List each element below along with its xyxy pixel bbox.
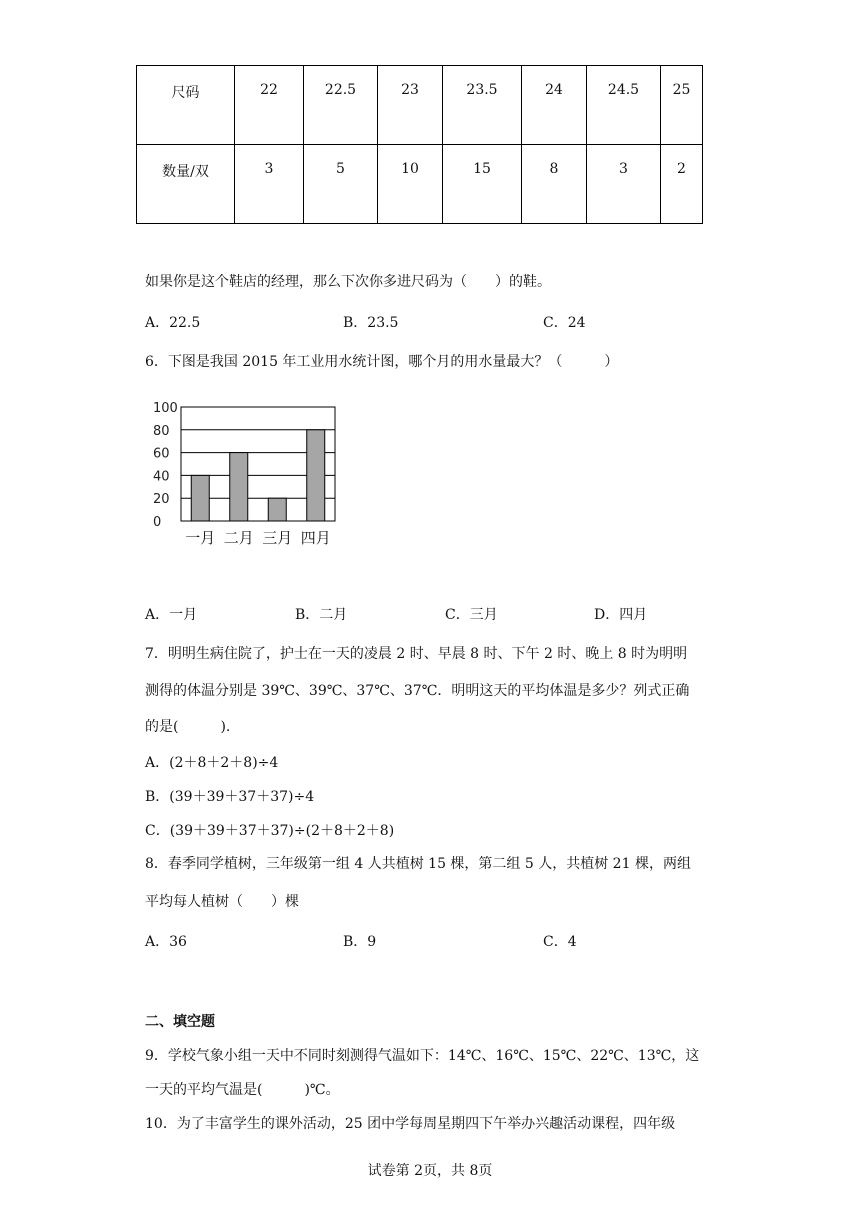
q6-option-b: B．二月 bbox=[295, 607, 348, 623]
question-10-line-1: 10．为了丰富学生的课外活动，25 团中学每周星期四下午举办兴趣活动课程，四年级 bbox=[145, 1116, 676, 1132]
q5-option-c: C．24 bbox=[543, 315, 586, 331]
y-tick-label: 60 bbox=[153, 446, 170, 462]
table-cell: 24.5 bbox=[587, 66, 661, 145]
y-tick-label: 100 bbox=[153, 401, 178, 416]
table-cell: 5 bbox=[304, 145, 378, 224]
x-tick-label: 四月 bbox=[300, 529, 331, 547]
q5-option-a: A．22.5 bbox=[145, 315, 201, 331]
table-cell: 10 bbox=[378, 145, 443, 224]
x-tick-label: 三月 bbox=[262, 529, 293, 547]
q7-option-b: B．(39＋39＋37＋37)÷4 bbox=[145, 789, 315, 805]
shoe-size-table bbox=[136, 65, 703, 224]
q5-option-b: B．23.5 bbox=[343, 315, 399, 331]
chart-bar bbox=[230, 453, 248, 521]
question-7-line-3: 的是( ). bbox=[145, 719, 231, 735]
y-tick-label: 80 bbox=[153, 423, 170, 439]
table-cell: 24 bbox=[522, 66, 587, 145]
chart-bar bbox=[268, 498, 286, 521]
q8-option-a: A．36 bbox=[145, 934, 187, 950]
section-title: 二、填空题 bbox=[145, 1014, 215, 1030]
table-cell: 22 bbox=[235, 66, 304, 145]
q6-option-c: C．三月 bbox=[445, 607, 498, 623]
y-tick-label: 20 bbox=[153, 492, 170, 508]
question-6-text: 6．下图是我国 2015 年工业用水统计图，哪个月的用水量最大？（ ） bbox=[145, 354, 619, 370]
q6-option-a: A．一月 bbox=[145, 607, 198, 623]
chart-bar bbox=[191, 475, 209, 521]
q7-option-c: C．(39＋39＋37＋37)÷(2＋8＋2＋8) bbox=[145, 823, 395, 839]
question-7-line-1: 7．明明生病住院了，护士在一天的凌晨 2 时、早晨 8 时、下午 2 时、晚上 8 时为明明 bbox=[145, 646, 688, 662]
question-5-text: 如果你是这个鞋店的经理，那么下次你多进尺码为（ ）的鞋。 bbox=[145, 274, 551, 290]
question-9-line-1: 9．学校气象小组一天中不同时刻测得气温如下：14℃、16℃、15℃、22℃、13℃，这 bbox=[145, 1048, 700, 1064]
q8-option-c: C．4 bbox=[543, 934, 577, 950]
table-cell: 25 bbox=[661, 66, 703, 145]
table-cell: 23 bbox=[378, 66, 443, 145]
water-usage-bar-chart bbox=[145, 393, 355, 553]
question-9-line-2: 一天的平均气温是( )℃。 bbox=[145, 1082, 340, 1098]
page-footer: 试卷第 2页，共 8页 bbox=[367, 1163, 493, 1179]
table-cell: 数量/双 bbox=[137, 145, 235, 224]
question-8-line-2: 平均每人植树（ ）棵 bbox=[145, 894, 299, 910]
table-cell: 15 bbox=[443, 145, 522, 224]
table-row bbox=[137, 145, 703, 224]
q7-option-a: A．(2＋8＋2＋8)÷4 bbox=[145, 755, 279, 771]
q8-option-b: B．9 bbox=[343, 934, 377, 950]
question-8-line-1: 8．春季同学植树，三年级第一组 4 人共植树 15 棵，第二组 5 人，共植树 21 棵，两组 bbox=[145, 856, 691, 872]
table-cell: 尺码 bbox=[137, 66, 235, 145]
q6-option-d: D．四月 bbox=[594, 607, 648, 623]
table-cell: 2 bbox=[661, 145, 703, 224]
table-cell: 23.5 bbox=[443, 66, 522, 145]
y-tick-label: 40 bbox=[153, 469, 170, 485]
table-cell: 3 bbox=[235, 145, 304, 224]
y-tick-label: 0 bbox=[153, 515, 162, 530]
table-cell: 3 bbox=[587, 145, 661, 224]
table-cell: 8 bbox=[522, 145, 587, 224]
table-row bbox=[137, 66, 703, 145]
question-7-line-2: 测得的体温分别是 39℃、39℃、37℃、37℃．明明这天的平均体温是多少？列式正确 bbox=[145, 683, 690, 699]
chart-bar bbox=[307, 430, 325, 521]
x-tick-label: 二月 bbox=[223, 529, 254, 547]
x-tick-label: 一月 bbox=[185, 529, 216, 547]
table-cell: 22.5 bbox=[304, 66, 378, 145]
